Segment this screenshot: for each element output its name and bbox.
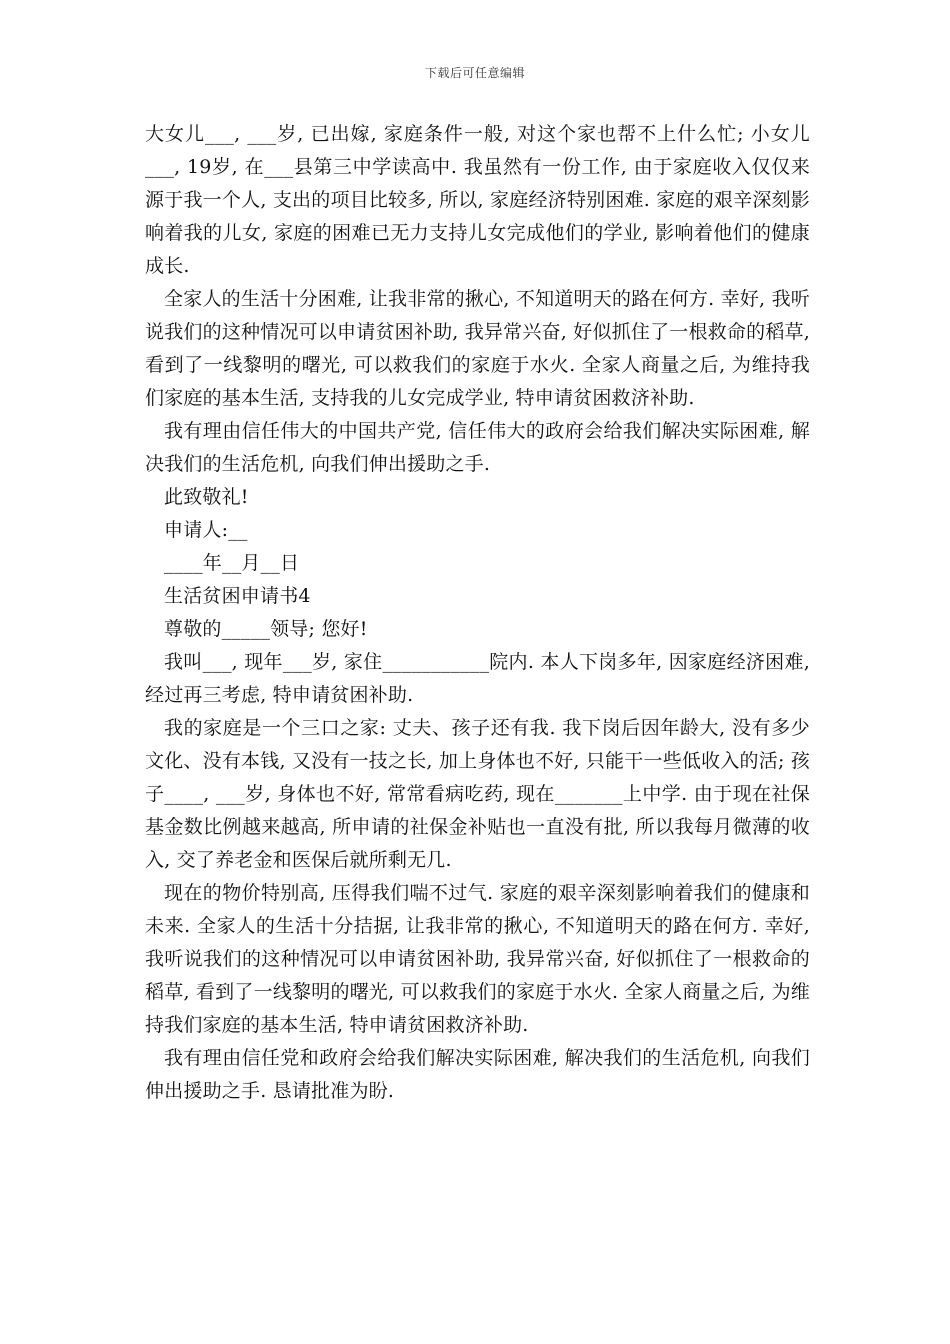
applicant-line: 申请人:__: [164, 519, 248, 541]
paragraph-trust-party: 我有理由信任伟大的中国共产党, 信任伟大的政府会给我们解决实际困难, 解决我们的生活危机, 向我们伸出援助之手.: [145, 420, 810, 475]
paragraph-introduction: 我叫___, 现年___岁, 家住___________院内. 本人下岗多年, 因家庭经济困难, 经过再三考虑, 特申请贫困补助.: [145, 651, 810, 706]
date-line: ____年__月__日: [164, 552, 300, 574]
paragraph-prices: 现在的物价特别高, 压得我们喘不过气. 家庭的艰辛深刻影响着我们的健康和未来. 全家人的生活十分拮据, 让我非常的揪心, 不知道明天的路在何方. 幸好, 我听说我们的这种情况可以申请贫困补助, 我异常兴奋, 好似抓住了一根救命的稻草, 看到了一线黎明的曙光, 可以救我们的家庭于水火. 全家人商量之后, 为维持我们家庭的基本生活, 特申请贫困救济补助.: [145, 882, 810, 1036]
closing-salutation: 此致敬礼!: [164, 486, 249, 508]
greeting-line: 尊敬的_____领导; 您好!: [164, 618, 368, 640]
page-header: 下载后可任意编辑: [424, 66, 525, 80]
paragraph-family-situation: 我的家庭是一个三口之家: 丈夫、孩子还有我. 我下岗后因年龄大, 没有多少文化、没有本钱, 又没有一技之长, 加上身体也不好, 只能干一些低收入的活; 孩子____, ___岁, 身体也不好, 常常看病吃药, 现在_______上中学. 由于现在社保基金数比例越来越高, 所申请的社保金补贴也一直没有批, 所以我每月微薄的收入, 交了养老金和医保后就所剩无几.: [145, 717, 810, 871]
paragraph-request: 我有理由信任党和政府会给我们解决实际困难, 解决我们的生活危机, 向我们伸出援助之手. 恳请批准为盼.: [145, 1047, 810, 1102]
paragraph-hardship: 全家人的生活十分困难, 让我非常的揪心, 不知道明天的路在何方. 幸好, 我听说我们的这种情况可以申请贫困补助, 我异常兴奋, 好似抓住了一根救命的稻草, 看到了一线黎明的曙光, 可以救我们的家庭于水火. 全家人商量之后, 为维持我们家庭的基本生活, 支持我的儿女完成学业, 特申请贫困救济补助.: [145, 288, 810, 409]
paragraph-family-daughters: 大女儿___, ___岁, 已出嫁, 家庭条件一般, 对这个家也帮不上什么忙; 小女儿___, 19岁, 在___县第三中学读高中. 我虽然有一份工作, 由于家庭收入仅仅来源于我一个人, 支出的项目比较多, 所以, 家庭经济特别困难. 家庭的艰辛深刻影响着我的儿女, 家庭的困难已无力支持儿女完成他们的学业, 影响着他们的健康成长.: [145, 123, 810, 277]
document-body: [145, 118, 810, 1108]
section-title: 生活贫困申请书4: [164, 585, 311, 607]
